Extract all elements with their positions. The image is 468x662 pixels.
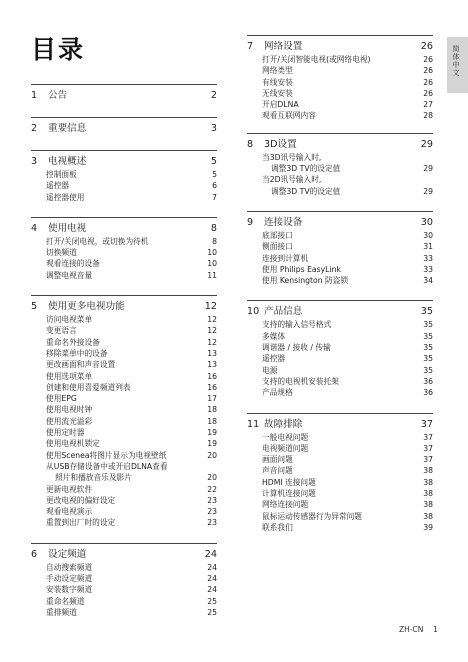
toc-entry-page: 18 — [207, 405, 217, 415]
toc-entry-title: 访问电视菜单 — [46, 315, 93, 325]
toc-entry-page: 19 — [207, 428, 217, 438]
toc-entry[interactable] — [31, 484, 217, 495]
toc-entry[interactable] — [31, 247, 217, 258]
toc-entry[interactable] — [247, 477, 433, 488]
section-title: 连接设备 — [264, 216, 303, 228]
section-page-number: 12 — [204, 301, 217, 313]
toc-entry-title: 网络连接问题 — [262, 500, 309, 510]
toc-entry[interactable] — [247, 152, 433, 163]
toc-entry[interactable] — [247, 77, 433, 88]
toc-section — [31, 150, 217, 203]
toc-entry-title: 遥控器 — [46, 181, 70, 191]
toc-entry-title: 声音问题 — [262, 466, 293, 476]
toc-entry[interactable] — [31, 314, 217, 325]
toc-entry-page: 38 — [423, 466, 433, 476]
toc-entry-title: 使用选项菜单 — [46, 371, 93, 381]
section-title: 网络设置 — [264, 41, 303, 52]
toc-entry[interactable] — [247, 443, 433, 454]
toc-entry[interactable] — [31, 325, 217, 336]
toc-entry-title: 使用 Kensington 防盗锁 — [262, 276, 349, 286]
toc-entry-page: 5 — [212, 170, 217, 179]
toc-entry[interactable] — [31, 607, 217, 618]
section-page-number: 29 — [420, 138, 433, 150]
toc-entry-page: 20 — [207, 473, 217, 483]
section-title: 重要信息 — [48, 123, 87, 134]
toc-entry-page: 29 — [423, 186, 433, 196]
toc-entry[interactable] — [31, 427, 217, 438]
toc-section-heading[interactable] — [31, 299, 217, 314]
toc-entry-title: 移除菜单中的设备 — [46, 348, 108, 358]
toc-entry-page: 18 — [207, 416, 217, 426]
toc-entry-page: 10 — [207, 248, 217, 258]
toc-entry-page: 25 — [207, 596, 217, 606]
toc-entry-title: 打开/关闭电视，或切换为待机 — [46, 236, 149, 246]
toc-entry-page: 26 — [423, 88, 433, 98]
toc-entry-page: 38 — [423, 500, 433, 510]
toc-entry[interactable] — [31, 495, 217, 506]
toc-section — [247, 133, 433, 197]
toc-entry-page: 13 — [207, 360, 217, 370]
toc-entry-title: 打开/关闭智能电视(或网络电视) — [262, 55, 371, 64]
section-title: 公告 — [48, 90, 68, 101]
toc-section — [247, 211, 433, 286]
toc-entry-title: 无线安装 — [262, 88, 293, 98]
section-page-number: 30 — [420, 216, 433, 228]
toc-entry[interactable] — [247, 331, 433, 342]
toc-section — [31, 117, 217, 136]
toc-section — [31, 84, 217, 103]
toc-entry[interactable] — [247, 365, 433, 376]
toc-section — [31, 295, 217, 529]
toc-entry[interactable] — [247, 88, 433, 99]
toc-entry-title: 更改画面和声音设置 — [46, 360, 116, 370]
footer-page-number: 1 — [433, 625, 438, 634]
toc-section — [247, 413, 433, 534]
section-number: 4 — [31, 222, 38, 234]
toc-entry[interactable] — [247, 264, 433, 275]
toc-right-column — [247, 35, 433, 533]
toc-entry[interactable] — [247, 275, 433, 286]
toc-entry-page: 35 — [423, 331, 433, 341]
section-number: 3 — [31, 156, 38, 167]
toc-entry[interactable] — [31, 596, 217, 607]
toc-section — [247, 35, 433, 122]
toc-entry[interactable] — [247, 253, 433, 264]
section-page-number: 8 — [210, 222, 217, 234]
toc-entry[interactable] — [31, 337, 217, 348]
toc-entry-page: 35 — [423, 354, 433, 364]
toc-entry[interactable] — [247, 342, 433, 353]
section-page-number: 24 — [204, 548, 217, 560]
toc-entry[interactable] — [31, 258, 217, 269]
toc-entry-title: 调整电视音量 — [46, 270, 93, 280]
toc-entry-page: 31 — [423, 242, 433, 252]
toc-entry[interactable] — [247, 522, 433, 533]
toc-section — [247, 300, 433, 398]
toc-entry-title: 照片和播放音乐及影片 — [55, 473, 132, 483]
toc-entry[interactable] — [247, 54, 433, 65]
toc-entry-title: 使用定时器 — [46, 428, 85, 438]
toc-left-column — [31, 84, 217, 618]
toc-entry[interactable] — [31, 562, 217, 573]
toc-entry-page: 29 — [423, 164, 433, 174]
toc-entry-title: 有线安装 — [262, 77, 293, 87]
toc-entry-page: 8 — [212, 236, 217, 246]
section-title: 使用电视 — [48, 222, 87, 234]
section-number: 10 — [247, 306, 260, 318]
toc-entry-page: 35 — [423, 320, 433, 330]
toc-item-list — [31, 169, 217, 203]
toc-entry-title: 自动搜索频道 — [46, 562, 93, 572]
toc-item-list — [247, 432, 433, 534]
toc-entry[interactable] — [247, 241, 433, 252]
toc-entry[interactable] — [31, 472, 217, 483]
toc-entry-page: 24 — [207, 585, 217, 595]
toc-entry[interactable] — [31, 382, 217, 393]
section-title: 设定频道 — [48, 548, 87, 560]
toc-entry-page: 28 — [423, 111, 433, 121]
toc-entry-title: 侧面接口 — [262, 242, 293, 252]
section-page-number: 5 — [210, 156, 217, 167]
toc-entry-page: 38 — [423, 477, 433, 487]
toc-entry-page: 37 — [423, 432, 433, 442]
toc-entry-title: 联系我们 — [262, 522, 293, 532]
toc-entry-title: 创建和使用喜爱频道列表 — [46, 382, 131, 392]
toc-entry-page: 37 — [423, 455, 433, 465]
toc-entry-title: 调整3D TV的设定值 — [271, 186, 341, 196]
toc-section-heading[interactable] — [31, 547, 217, 562]
toc-entry-title: 电视频道问题 — [262, 443, 309, 453]
toc-section-heading[interactable] — [247, 137, 433, 152]
toc-entry-title: 鼠标运动传感器行为异常问题 — [262, 511, 362, 521]
toc-entry-title: 电源 — [262, 365, 278, 375]
toc-entry[interactable] — [247, 319, 433, 330]
toc-entry-title: 调整3D TV的设定值 — [271, 164, 341, 174]
toc-entry-title: 切换频道 — [46, 248, 77, 258]
toc-entry-page: 23 — [207, 518, 217, 528]
toc-entry-title: 观看连接的设备 — [46, 259, 100, 269]
toc-entry-page: 36 — [423, 388, 433, 398]
toc-section-heading[interactable] — [31, 88, 217, 103]
section-number: 1 — [31, 90, 38, 101]
toc-entry-page: 30 — [423, 230, 433, 240]
toc-entry[interactable] — [247, 110, 433, 121]
toc-entry-page: 39 — [423, 522, 433, 532]
toc-section-heading[interactable] — [247, 215, 433, 230]
toc-entry-page: 24 — [207, 562, 217, 572]
toc-entry[interactable] — [31, 416, 217, 427]
toc-entry-title: 安装数字频道 — [46, 585, 93, 595]
toc-entry-title: 调谐器 / 接收 / 传输 — [262, 343, 331, 353]
toc-entry-page: 34 — [423, 276, 433, 286]
toc-entry-title: 当2D讯号输入时, — [262, 175, 322, 185]
toc-entry[interactable] — [247, 174, 433, 185]
toc-entry-title: 支持的输入信号格式 — [262, 320, 332, 330]
toc-entry-title: 使用Scenea将图片显示为电视壁纸 — [46, 450, 167, 460]
section-page-number: 3 — [210, 123, 217, 134]
toc-entry[interactable] — [247, 511, 433, 522]
toc-entry[interactable] — [31, 506, 217, 517]
toc-entry-title: HDMI 连接问题 — [262, 477, 316, 487]
toc-entry[interactable] — [31, 192, 217, 203]
toc-entry-page: 17 — [207, 394, 217, 404]
toc-entry[interactable] — [31, 236, 217, 247]
toc-entry-title: 遥控器使用 — [46, 192, 85, 202]
toc-entry-page: 11 — [207, 270, 217, 280]
toc-entry[interactable] — [31, 573, 217, 584]
toc-entry-page: 36 — [423, 376, 433, 386]
language-side-tab — [447, 37, 468, 93]
toc-entry[interactable] — [31, 438, 217, 449]
section-number: 11 — [247, 418, 260, 430]
toc-entry-title: 观看电视演示 — [46, 507, 93, 517]
toc-entry[interactable] — [247, 465, 433, 476]
toc-entry-page: 12 — [207, 315, 217, 325]
toc-entry-title: 支持的电视机安装托架 — [262, 376, 339, 386]
toc-item-list — [247, 319, 433, 398]
section-title: 产品信息 — [264, 306, 303, 318]
toc-entry[interactable] — [247, 163, 433, 174]
toc-entry-title: 计算机连接问题 — [262, 489, 316, 499]
toc-entry-page: 25 — [207, 607, 217, 617]
toc-entry-title: 多媒体 — [262, 331, 286, 341]
toc-entry[interactable] — [31, 450, 217, 461]
language-tab-label: 简体中文 — [452, 45, 460, 77]
toc-entry-title: 使用 Philips EasyLink — [262, 264, 341, 274]
toc-entry[interactable] — [247, 230, 433, 241]
section-number: 7 — [247, 41, 254, 52]
toc-entry-page: 38 — [423, 511, 433, 521]
toc-entry[interactable] — [31, 461, 217, 472]
toc-entry[interactable] — [247, 454, 433, 465]
toc-entry[interactable] — [247, 488, 433, 499]
toc-entry-page: 26 — [423, 66, 433, 76]
toc-entry-page: 20 — [207, 450, 217, 460]
toc-entry[interactable] — [31, 359, 217, 370]
toc-entry[interactable] — [31, 404, 217, 415]
toc-entry[interactable] — [247, 387, 433, 398]
toc-entry-page: 12 — [207, 326, 217, 336]
toc-entry-page: 33 — [423, 264, 433, 274]
toc-entry-page: 7 — [212, 192, 217, 202]
toc-entry[interactable] — [247, 432, 433, 443]
section-number: 8 — [247, 138, 254, 150]
toc-entry[interactable] — [247, 65, 433, 76]
toc-entry[interactable] — [31, 517, 217, 528]
toc-entry-page: 33 — [423, 253, 433, 263]
toc-entry-title: 重命名频道 — [46, 596, 85, 606]
toc-entry-title: 更新电视软件 — [46, 484, 93, 494]
toc-entry-title: 重置到出厂时的设定 — [46, 518, 116, 528]
toc-entry-page: 26 — [423, 55, 433, 64]
toc-entry-title: 使用EPG — [46, 394, 77, 404]
toc-item-list — [31, 236, 217, 281]
toc-entry-page: 16 — [207, 371, 217, 381]
toc-entry-title: 从USB存储设备中或开启DLNA查看 — [46, 461, 168, 471]
footer-language: ZH-CN — [399, 625, 424, 634]
toc-entry-page: 12 — [207, 337, 217, 347]
toc-entry-title: 使用电视机锁定 — [46, 439, 100, 449]
toc-entry-title: 使用电视时钟 — [46, 405, 93, 415]
toc-item-list — [247, 152, 433, 197]
toc-entry-page: 24 — [207, 574, 217, 584]
section-number: 6 — [31, 548, 38, 560]
toc-entry-page: 6 — [212, 181, 217, 191]
page-title: 目录 — [31, 35, 86, 64]
toc-entry-page: 37 — [423, 443, 433, 453]
toc-entry-title: 控制面板 — [46, 170, 77, 179]
toc-entry-title: 底部接口 — [262, 230, 293, 240]
toc-entry-title: 当3D讯号输入时, — [262, 152, 322, 162]
toc-entry-title: 开启DLNA — [262, 100, 299, 110]
toc-section-heading[interactable] — [247, 304, 433, 319]
toc-entry[interactable] — [31, 169, 217, 180]
toc-entry-title: 连接到计算机 — [262, 253, 309, 263]
toc-entry-title: 手动设定频道 — [46, 574, 93, 584]
toc-entry-page: 10 — [207, 259, 217, 269]
toc-section-heading[interactable] — [31, 154, 217, 169]
section-page-number: 35 — [420, 306, 433, 318]
toc-entry[interactable] — [247, 499, 433, 510]
toc-entry-page: 35 — [423, 343, 433, 353]
toc-section — [31, 543, 217, 618]
toc-item-list — [31, 314, 217, 529]
toc-entry-title: 画面问题 — [262, 455, 293, 465]
toc-entry-title: 变更语言 — [46, 326, 77, 336]
toc-entry[interactable] — [247, 186, 433, 197]
toc-entry-title: 产品规格 — [262, 388, 293, 398]
toc-entry[interactable] — [31, 180, 217, 191]
toc-section-heading[interactable] — [31, 121, 217, 136]
section-title: 故障排除 — [264, 418, 303, 430]
toc-entry-page: 38 — [423, 489, 433, 499]
toc-section — [31, 217, 217, 281]
toc-entry-title: 遥控器 — [262, 354, 286, 364]
toc-entry-title: 重命名外接设备 — [46, 337, 100, 347]
section-page-number: 37 — [420, 418, 433, 430]
toc-entry-title: 网络类型 — [262, 66, 293, 76]
toc-item-list — [247, 230, 433, 286]
section-page-number: 26 — [420, 41, 433, 52]
toc-section-heading[interactable] — [31, 221, 217, 236]
toc-entry-page: 16 — [207, 382, 217, 392]
toc-entry-page: 23 — [207, 495, 217, 505]
toc-entry[interactable] — [31, 393, 217, 404]
section-number: 9 — [247, 216, 254, 228]
section-title: 3D设置 — [264, 138, 297, 150]
toc-entry[interactable] — [31, 348, 217, 359]
toc-item-list — [31, 562, 217, 618]
toc-entry-title: 观看互联网内容 — [262, 111, 316, 121]
toc-entry[interactable] — [247, 99, 433, 110]
toc-entry-title: 更改电视的偏好设定 — [46, 495, 116, 505]
toc-entry[interactable] — [31, 371, 217, 382]
toc-entry-page: 27 — [423, 100, 433, 110]
toc-entry[interactable] — [31, 584, 217, 595]
section-number: 2 — [31, 123, 38, 134]
toc-entry-page: 22 — [207, 484, 217, 494]
toc-entry-title: 重排频道 — [46, 607, 77, 617]
toc-entry-title: 使用流光溢彩 — [46, 416, 93, 426]
toc-entry-page: 13 — [207, 348, 217, 358]
toc-entry-page: 19 — [207, 439, 217, 449]
section-title: 使用更多电视功能 — [48, 301, 125, 313]
toc-entry[interactable] — [247, 376, 433, 387]
toc-entry[interactable] — [31, 270, 217, 281]
section-title: 电视概述 — [48, 156, 87, 167]
toc-entry-page: 26 — [423, 77, 433, 87]
toc-section-heading[interactable] — [247, 417, 433, 432]
toc-entry[interactable] — [247, 353, 433, 364]
toc-entry-page: 23 — [207, 507, 217, 517]
section-page-number: 2 — [210, 90, 217, 101]
toc-entry-title: 一般电视问题 — [262, 432, 309, 442]
toc-section-heading[interactable] — [247, 39, 433, 54]
section-number: 5 — [31, 301, 38, 313]
toc-entry-page: 35 — [423, 365, 433, 375]
toc-item-list — [247, 54, 433, 122]
